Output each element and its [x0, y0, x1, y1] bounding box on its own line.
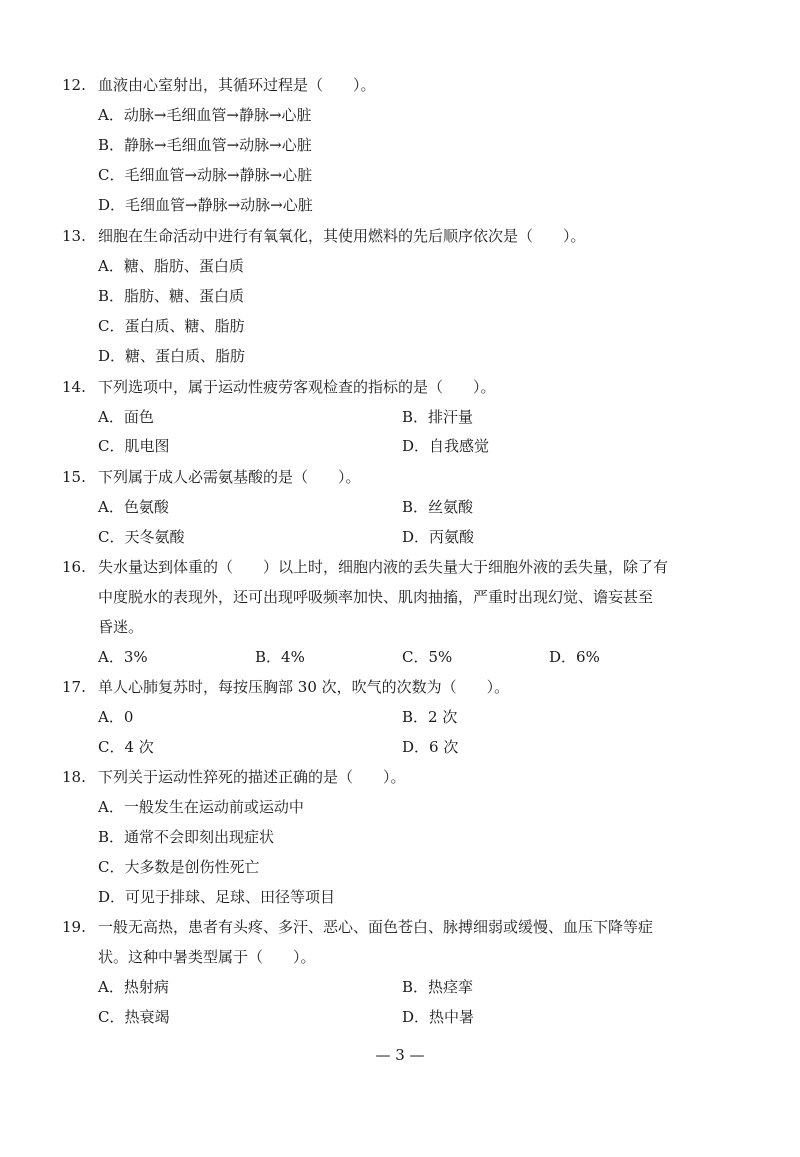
option-a: A．动脉→毛细血管→静脉→心脏: [98, 106, 312, 124]
option-c: C．蛋白质、糖、脂肪: [98, 317, 245, 335]
question-number: 17.: [62, 678, 86, 696]
question-number: 18.: [62, 768, 86, 786]
question-stem-line: 状。这种中暑类型属于（ ）。: [98, 948, 316, 966]
option-c: C．天冬氨酸: [98, 528, 185, 546]
question-stem: 血液由心室射出，其循环过程是（ ）。: [98, 76, 376, 94]
option-c: C．热衰竭: [98, 1008, 170, 1026]
question-stem: 下列关于运动性猝死的描述正确的是（ ）。: [98, 768, 406, 786]
question-stem: 单人心肺复苏时，每按压胸部 30 次，吹气的次数为（ ）。: [98, 678, 510, 696]
option-d: D．6 次: [402, 738, 459, 756]
question-stem: 下列属于成人必需氨基酸的是（ ）。: [98, 468, 361, 486]
option-d: D．自我感觉: [402, 437, 490, 455]
option-a: A．面色: [98, 408, 154, 426]
option-c: C．4 次: [98, 738, 154, 756]
option-d: D．热中暑: [402, 1008, 475, 1026]
question-stem-line: 一般无高热，患者有头疼、多汗、恶心、面色苍白、脉搏细弱或缓慢、血压下降等症: [98, 918, 654, 936]
question-stem-line: 中度脱水的表现外，还可出现呼吸频率加快、肌肉抽搐，严重时出现幻觉、谵妄甚至: [98, 588, 654, 606]
option-c: C．肌电图: [98, 437, 170, 455]
page-number: — 3 —: [375, 1046, 425, 1064]
question-stem-line: 昏迷。: [98, 618, 144, 636]
option-b: B．通常不会即刻出现症状: [98, 828, 275, 846]
question-number: 14.: [62, 378, 86, 396]
option-c: C．大多数是创伤性死亡: [98, 858, 260, 876]
question-number: 15.: [62, 468, 86, 486]
option-b: B．2 次: [402, 708, 458, 726]
question-number: 19.: [62, 918, 86, 936]
option-a: A．热射病: [98, 978, 169, 996]
option-c: C．毛细血管→动脉→静脉→心脏: [98, 166, 313, 184]
question-number: 12.: [62, 76, 86, 94]
option-d: D．可见于排球、足球、田径等项目: [98, 888, 336, 906]
option-d: D．6%: [549, 648, 600, 666]
option-d: D．丙氨酸: [402, 528, 475, 546]
question-stem: 下列选项中，属于运动性疲劳客观检查的指标的是（ ）。: [98, 378, 496, 396]
option-b: B．脂肪、糖、蛋白质: [98, 287, 245, 305]
option-a: A．3%: [98, 648, 148, 666]
option-b: B．4%: [255, 648, 305, 666]
question-number: 16.: [62, 558, 86, 576]
option-b: B．静脉→毛细血管→动脉→心脏: [98, 136, 312, 154]
option-d: D．糖、蛋白质、脂肪: [98, 347, 246, 365]
option-a: A．色氨酸: [98, 498, 169, 516]
option-c: C．5%: [402, 648, 453, 666]
option-b: B．排汗量: [402, 408, 474, 426]
option-a: A．0: [98, 708, 134, 726]
option-a: A．一般发生在运动前或运动中: [98, 798, 304, 816]
option-b: B．热痉挛: [402, 978, 474, 996]
question-stem-line: 失水量达到体重的（ ）以上时，细胞内液的丢失量大于细胞外液的丢失量，除了有: [98, 558, 669, 576]
question-stem: 细胞在生命活动中进行有氧氧化，其使用燃料的先后顺序依次是（ ）。: [98, 227, 586, 245]
option-b: B．丝氨酸: [402, 498, 474, 516]
option-a: A．糖、脂肪、蛋白质: [98, 257, 244, 275]
question-number: 13.: [62, 227, 86, 245]
option-d: D．毛细血管→静脉→动脉→心脏: [98, 196, 313, 214]
